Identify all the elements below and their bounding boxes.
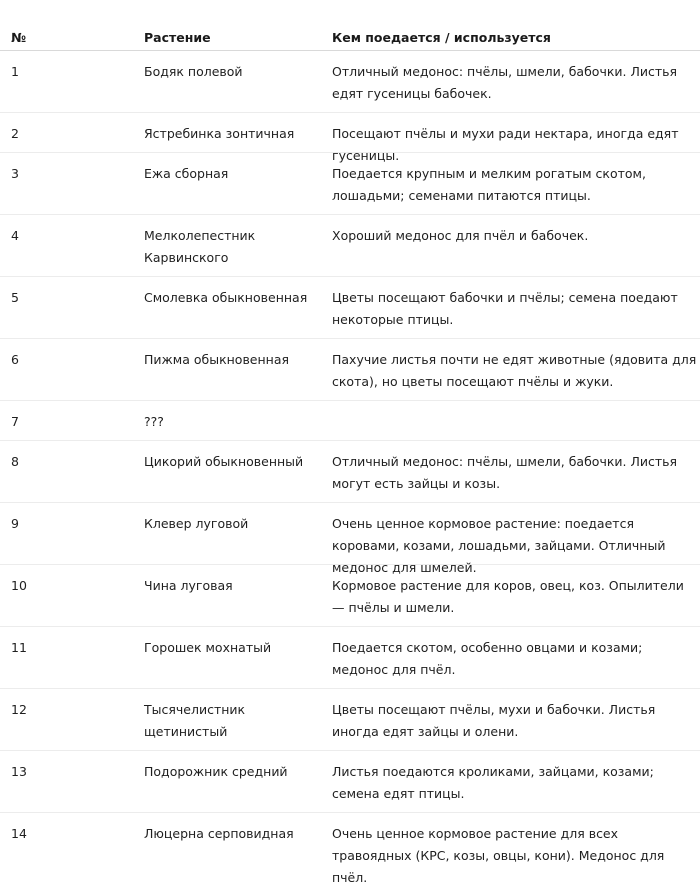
row-plant: Подорожник средний	[144, 764, 288, 779]
table-row	[0, 441, 700, 503]
table-row	[0, 51, 700, 113]
row-num: 1	[11, 64, 19, 79]
row-use: Кормовое растение для коров, овец, коз. Опылители — пчёлы и шмели.	[332, 578, 684, 615]
row-plant: Мелколепестник Карвинского	[144, 228, 256, 265]
table-header-row	[0, 0, 700, 51]
row-plant: Люцерна серповидная	[144, 826, 294, 841]
row-num: 7	[11, 414, 19, 429]
table-row	[0, 503, 700, 575]
row-use: Поедается скотом, особенно овцами и козами; медонос для пчёл.	[332, 640, 643, 677]
row-num: 5	[11, 290, 19, 305]
row-use: Цветы посещают пчёлы, мухи и бабочки. Листья иногда едят зайцы и олени.	[332, 702, 656, 739]
row-use: Цветы посещают бабочки и пчёлы; семена поедают некоторые птицы.	[332, 290, 678, 327]
row-plant: Бодяк полевой	[144, 64, 243, 79]
row-num: 14	[11, 826, 27, 841]
table-row	[0, 565, 700, 627]
table-row	[0, 751, 700, 813]
row-use: Отличный медонос: пчёлы, шмели, бабочки. Листья едят гусеницы бабочек.	[332, 64, 678, 101]
row-plant: Горошек мохнатый	[144, 640, 272, 655]
table-row	[0, 339, 700, 401]
row-num: 4	[11, 228, 19, 243]
row-use: Посещают пчёлы и мухи ради нектара, иногда едят гусеницы.	[332, 126, 679, 163]
row-use: Хороший медонос для пчёл и бабочек.	[332, 228, 589, 243]
row-num: 9	[11, 516, 19, 531]
table-row	[0, 153, 700, 215]
header-plant: Растение	[144, 30, 211, 45]
table-row	[0, 689, 700, 751]
table-row	[0, 277, 700, 339]
row-use: Листья поедаются кроликами, зайцами, козами; семена едят птицы.	[332, 764, 654, 801]
table-row	[0, 401, 700, 441]
row-plant: Ежа сборная	[144, 166, 229, 181]
row-num: 8	[11, 454, 19, 469]
table-row	[0, 813, 700, 885]
table-row	[0, 113, 700, 163]
row-num: 3	[11, 166, 19, 181]
table-row	[0, 627, 700, 689]
row-plant: ???	[144, 414, 164, 429]
row-plant: Смолевка обыкновенная	[144, 290, 308, 305]
row-use: Поедается крупным и мелким рогатым скотом, лошадьми; семенами питаются птицы.	[332, 166, 646, 203]
header-num: №	[11, 30, 27, 45]
row-num: 10	[11, 578, 27, 593]
row-use: Очень ценное кормовое растение для всех травоядных (КРС, козы, овцы, кони). Медонос для пчёл.	[332, 826, 665, 885]
table-row	[0, 215, 700, 277]
row-plant: Пижма обыкновенная	[144, 352, 290, 367]
row-num: 6	[11, 352, 19, 367]
row-use: Очень ценное кормовое растение: поедается коровами, козами, лошадьми, зайцами. Отличный медонос для шмелей.	[332, 516, 666, 575]
row-num: 13	[11, 764, 27, 779]
row-plant: Ястребинка зонтичная	[144, 126, 295, 141]
row-num: 12	[11, 702, 27, 717]
row-plant: Клевер луговой	[144, 516, 249, 531]
row-use: Отличный медонос: пчёлы, шмели, бабочки. Листья могут есть зайцы и козы.	[332, 454, 678, 491]
row-use: Пахучие листья почти не едят животные (ядовита для скота), но цветы посещают пчёлы и жуки.	[332, 352, 697, 389]
row-plant: Тысячелистник щетинистый	[144, 702, 246, 739]
row-plant: Чина луговая	[144, 578, 233, 593]
row-plant: Цикорий обыкновенный	[144, 454, 304, 469]
header-use: Кем поедается / используется	[332, 30, 551, 45]
row-num: 11	[11, 640, 27, 655]
row-num: 2	[11, 126, 19, 141]
